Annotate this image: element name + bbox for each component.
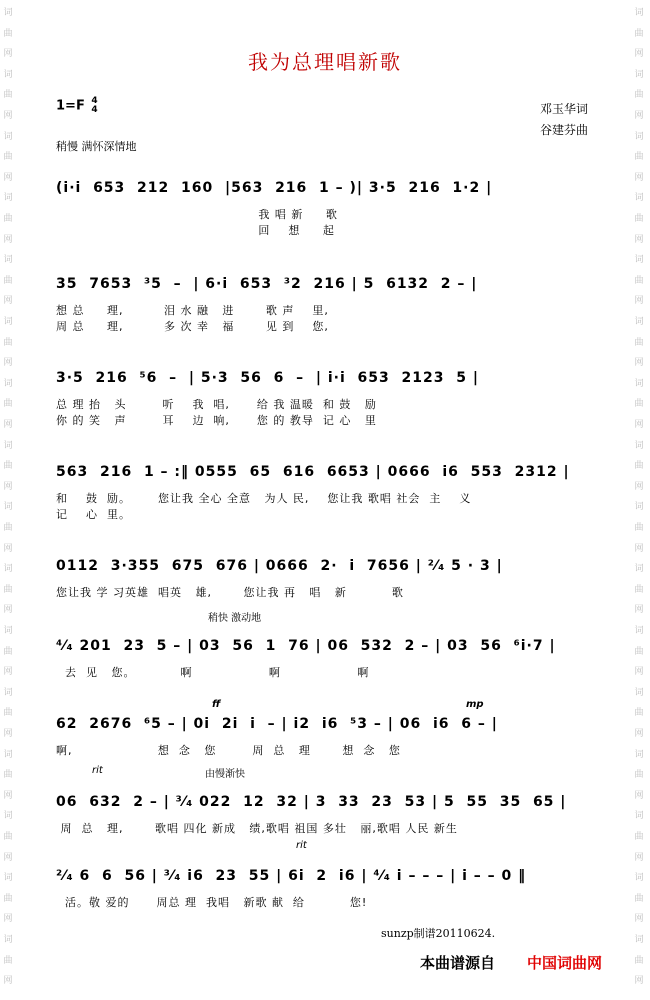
watermark-char: 词 [634, 935, 644, 945]
tempo-marking: 稍慢 满怀深情地 [56, 140, 137, 153]
watermark-char: 网 [634, 234, 644, 245]
dynamic-ff: ff [212, 699, 221, 710]
watermark-char: 词 [3, 131, 13, 142]
watermark-char: 网 [3, 420, 13, 430]
watermark-char: 曲 [3, 770, 13, 781]
watermark-left [2, 0, 16, 1000]
lyric-line-2: 周 总 理, 多 次 幸 福 见 到 您, [56, 320, 329, 333]
watermark-char: 网 [634, 852, 644, 863]
notation: ⁴⁄₄ 201 23 5 – | 03 56 1 76 | 06 532 2 – | 03 56 ⁶i·7 | [56, 638, 556, 654]
watermark-char: 网 [634, 667, 644, 678]
composer: 谷建芬曲 [539, 123, 588, 137]
watermark-char: 曲 [634, 214, 644, 224]
watermark-char: 曲 [634, 708, 644, 719]
watermark-char: 词 [3, 502, 13, 513]
lyric-line-1: 想 总 理, 泪 水 融 进 歌 声 里, [56, 304, 329, 317]
watermark-char: 曲 [3, 461, 13, 472]
score-line [56, 268, 590, 338]
watermark-char: 网 [3, 49, 13, 60]
score-line [56, 786, 590, 856]
notation: 06 632 2 – | ³⁄₄ 022 12 32 | 3 33 23 53 | 5 55 35 65 | [56, 794, 567, 810]
score-line [56, 708, 590, 778]
watermark-char: 网 [3, 729, 13, 739]
watermark-char: 词 [634, 131, 644, 142]
watermark-char: 词 [3, 749, 13, 760]
watermark-char: 词 [634, 749, 644, 760]
watermark-char: 曲 [3, 584, 13, 595]
key-label: 1=F [56, 98, 85, 114]
score-line [56, 456, 590, 526]
watermark-char: 曲 [634, 28, 644, 39]
lyric-line-1: 总 理 抬 头 听 我 唱, 给 我 温暖 和 鼓 励 [56, 398, 377, 411]
watermark-char: 曲 [3, 523, 13, 533]
watermark-char: 网 [3, 790, 13, 801]
watermark-char: 曲 [634, 399, 644, 410]
song-title: 我为总理唱新歌 [248, 50, 402, 74]
time-top: 4 [91, 96, 98, 106]
watermark-char: 网 [634, 358, 644, 369]
watermark-char: 词 [3, 69, 13, 80]
watermark-char: 网 [3, 172, 13, 183]
watermark-char: 词 [634, 626, 644, 636]
transcriber-note: sunzp制谱20110624. [381, 927, 496, 940]
watermark-char: 网 [634, 729, 644, 739]
lyric-line-1: 和 鼓 励。 您让我 全心 全意 为人 民, 您让我 歌唱 社会 主 义 [56, 492, 472, 505]
watermark-char: 曲 [3, 832, 13, 842]
watermark-char: 曲 [3, 955, 13, 966]
tempo-change-faster: 稍快 激动地 [208, 613, 262, 624]
key-signature [56, 97, 98, 115]
watermark-char: 网 [3, 543, 13, 554]
watermark-char: 曲 [3, 28, 13, 39]
watermark-char: 曲 [634, 523, 644, 533]
watermark-char: 曲 [634, 275, 644, 286]
lyric-line-1: 去 见 您。 啊 啊 啊 [56, 666, 370, 679]
watermark-char: 网 [634, 481, 644, 492]
watermark-char: 网 [3, 111, 13, 121]
lyric-line-1: 周 总 理, 歌唱 四化 新成 绩,歌唱 祖国 多壮 丽,歌唱 人民 新生 [56, 822, 458, 835]
score-line [56, 550, 590, 620]
watermark-char: 网 [634, 172, 644, 183]
watermark-char: 词 [634, 440, 644, 451]
lyric-line-2: 回 想 起 [56, 224, 335, 237]
watermark-char: 词 [3, 193, 13, 204]
watermark-char: 网 [634, 49, 644, 60]
watermark-char: 词 [3, 8, 13, 18]
watermark-char: 网 [634, 914, 644, 925]
watermark-char: 曲 [634, 337, 644, 348]
watermark-char: 曲 [3, 399, 13, 410]
rit-mark-1: rit [92, 765, 103, 776]
score-line [56, 362, 590, 432]
tempo-change-gradual: 由慢渐快 [205, 769, 245, 780]
watermark-char: 曲 [3, 152, 13, 163]
watermark-char: 词 [634, 502, 644, 513]
watermark-char: 曲 [3, 893, 13, 904]
source-label: 本曲谱源自 [420, 954, 496, 972]
watermark-char: 词 [634, 317, 644, 327]
lyric-line-1: 活。敬 爱的 周总 理 我唱 新歌 献 给 您! [56, 896, 368, 909]
lyricist: 邓玉华词 [539, 102, 588, 116]
watermark-char: 网 [3, 605, 13, 616]
lyric-line-2: 你 的 笑 声 耳 边 响, 您 的 教导 记 心 里 [56, 414, 377, 427]
watermark-char: 曲 [3, 337, 13, 348]
watermark-char: 词 [634, 193, 644, 204]
watermark-char: 词 [634, 564, 644, 575]
watermark-char: 网 [634, 111, 644, 121]
watermark-char: 网 [634, 976, 644, 987]
watermark-char: 曲 [3, 708, 13, 719]
watermark-char: 曲 [634, 955, 644, 966]
watermark-char: 词 [3, 255, 13, 266]
lyric-line-1: 啊, 想 念 您 周 总 理 想 念 您 [56, 744, 401, 757]
watermark-char: 网 [634, 420, 644, 430]
watermark-char: 网 [634, 605, 644, 616]
watermark-char: 曲 [634, 646, 644, 657]
watermark-char: 曲 [634, 584, 644, 595]
source-site-link[interactable]: 中国词曲网 [527, 954, 603, 972]
watermark-char: 网 [3, 667, 13, 678]
watermark-char: 词 [3, 378, 13, 389]
lyric-line-2: 记 心 里。 [56, 508, 131, 521]
score-line [56, 860, 590, 930]
notation: (i·i 653 212 160 |563 216 1 – )| 3·5 216 1·2 | [56, 180, 493, 196]
time-bottom: 4 [91, 105, 98, 115]
watermark-char: 网 [3, 234, 13, 245]
watermark-char: 网 [634, 543, 644, 554]
watermark-char: 网 [3, 358, 13, 369]
notation: 35 7653 ³5 – | 6·i 653 ³2 216 | 5 6132 2 – | [56, 276, 478, 292]
rit-mark-2: rit [296, 840, 307, 851]
watermark-char: 词 [634, 687, 644, 698]
watermark-char: 网 [3, 914, 13, 925]
watermark-char: 曲 [3, 214, 13, 224]
lyric-line-1: 您让我 学 习英雄 唱英 雄, 您让我 再 唱 新 歌 [56, 586, 404, 599]
dynamic-mp: mp [466, 699, 484, 710]
notation: 62 2676 ⁶5 – | 0i 2i i – | i2 i6 ⁵3 – | 06 i6 6 – | [56, 716, 498, 732]
watermark-char: 词 [634, 378, 644, 389]
watermark-char: 网 [3, 296, 13, 307]
watermark-char: 网 [3, 481, 13, 492]
watermark-char: 词 [3, 811, 13, 822]
watermark-char: 曲 [634, 90, 644, 101]
watermark-char: 曲 [634, 832, 644, 842]
watermark-char: 曲 [634, 461, 644, 472]
watermark-char: 曲 [634, 893, 644, 904]
notation: 0112 3·355 675 676 | 0666 2· i 7656 | ²⁄₄ 5 · 3 | [56, 558, 503, 574]
watermark-char: 词 [3, 440, 13, 451]
watermark-char: 曲 [3, 275, 13, 286]
watermark-char: 词 [3, 935, 13, 945]
watermark-char: 词 [3, 626, 13, 636]
watermark-char: 词 [634, 69, 644, 80]
watermark-char: 网 [634, 790, 644, 801]
notation: 563 216 1 – :‖ 0555 65 616 6653 | 0666 i6 553 2312 | [56, 464, 570, 480]
watermark-char: 词 [3, 687, 13, 698]
watermark-char: 曲 [634, 770, 644, 781]
watermark-char: 词 [634, 255, 644, 266]
lyric-line-1: 我 唱 新 歌 [56, 208, 338, 221]
notation: 3·5 216 ⁵6 – | 5·3 56 6 – | i·i 653 2123 5 | [56, 370, 479, 386]
watermark-char: 词 [634, 873, 644, 884]
watermark-char: 曲 [634, 152, 644, 163]
watermark-char: 词 [634, 8, 644, 18]
score-line [56, 172, 590, 242]
time-signature [91, 97, 97, 115]
watermark-char: 曲 [3, 90, 13, 101]
watermark-char: 词 [3, 873, 13, 884]
watermark-right [633, 0, 647, 1000]
score-line [56, 630, 590, 700]
watermark-char: 词 [3, 564, 13, 575]
watermark-char: 词 [3, 317, 13, 327]
watermark-char: 词 [634, 811, 644, 822]
watermark-char: 网 [3, 976, 13, 987]
notation: ²⁄₄ 6 6 56 | ³⁄₄ i6 23 55 | 6i 2 i6 | ⁴⁄₄ i – – – | i – – 0 ‖ [56, 868, 527, 884]
watermark-char: 网 [3, 852, 13, 863]
watermark-char: 曲 [3, 646, 13, 657]
watermark-char: 网 [634, 296, 644, 307]
